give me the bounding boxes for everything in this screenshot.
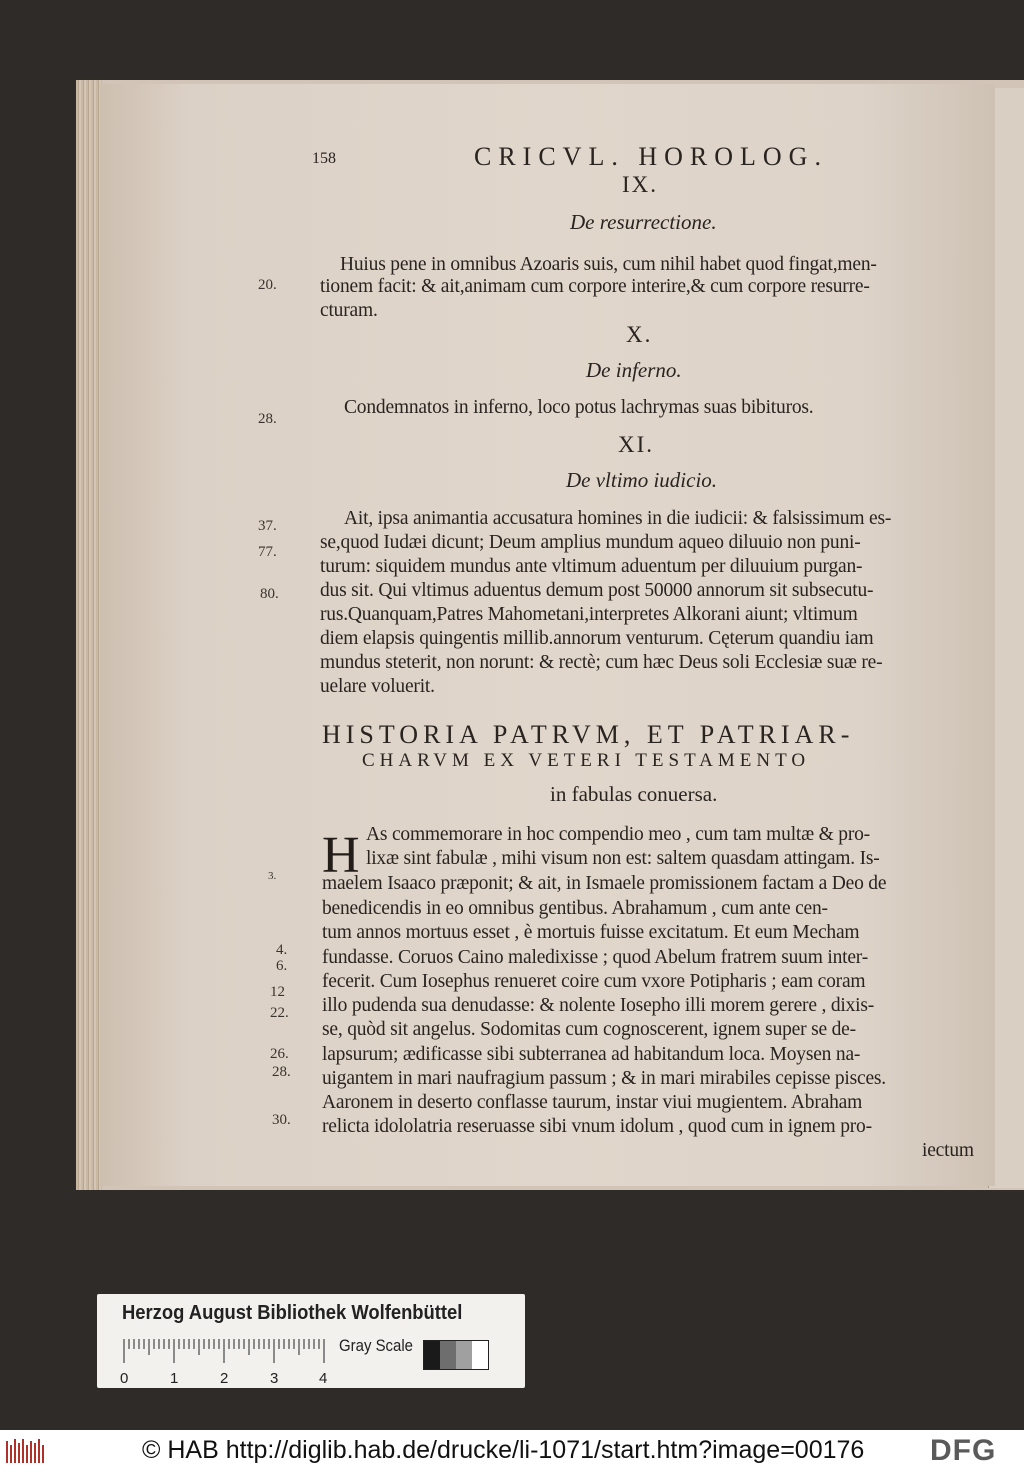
text-line: se,quod Iudæi dicunt; Deum amplius mundum aqueo diluuio non puni- <box>320 532 861 553</box>
text-line: mundus steterit, non norunt: & rectè; cum hæc Deus soli Ecclesiæ suæ re- <box>320 652 883 673</box>
text-line: se, quòd sit angelus. Sodomitas cum cognoscerent, ignem super se de- <box>322 1019 856 1040</box>
section-numeral: X. <box>626 322 653 347</box>
text-line: diem elapsis quingentis millib.annorum venturum. Cęterum quandiu iam <box>320 628 874 649</box>
margin-number: 77. <box>258 544 277 560</box>
text-line: Huius pene in omnibus Azoaris suis, cum nihil habet quod fingat,men- <box>340 254 877 275</box>
margin-number: 26. <box>270 1046 289 1062</box>
margin-number: 12 <box>270 984 285 1000</box>
running-head: CRICVL. HOROLOG. <box>474 142 828 171</box>
text-line: maelem Isaaco præponit; & ait, in Ismaele promissionem factam a Deo de <box>322 873 887 894</box>
gray-patch <box>456 1341 472 1369</box>
text-line: tum annos mortuus esset , è mortuis fuisse excitatum. Et eum Mecham <box>322 922 860 943</box>
margin-number: 6. <box>276 958 288 974</box>
gray-patch <box>472 1341 488 1369</box>
text-line: turum: siquidem mundus ante vltimum aduentum per diluuium purgan- <box>320 556 863 577</box>
section-numeral: XI. <box>618 432 655 457</box>
ruler-number: 2 <box>220 1370 229 1387</box>
margin-number: 22. <box>270 1005 289 1021</box>
history-heading-3: in fabulas conuersa. <box>550 782 718 806</box>
section-numeral: IX. <box>622 172 659 197</box>
margin-number: 20. <box>258 277 277 293</box>
page-edges <box>76 80 102 1190</box>
page-number: 158 <box>312 150 336 167</box>
ruler-number: 1 <box>170 1370 179 1387</box>
text-line: Ait, ipsa animantia accusatura homines in die iudicii: & falsissimum es- <box>344 508 892 529</box>
text-line: fecerit. Cum Iosephus renueret coire cum vxore Potipharis ; eam coram <box>322 971 866 992</box>
text-line: tionem facit: & ait,animam cum corpore interire,& cum corpore resurre- <box>320 276 870 297</box>
text-line: Condemnatos in inferno, loco potus lachrymas suas bibituros. <box>344 397 814 418</box>
text-line: cturam. <box>320 300 378 321</box>
card-title: Herzog August Bibliothek Wolfenbüttel <box>122 1302 463 1324</box>
text-line: lapsurum; ædificasse sibi subterranea ad habitandum loca. Moysen na- <box>322 1044 861 1065</box>
history-heading-2: CHARVM EX VETERI TESTAMENTO <box>362 750 811 771</box>
ruler-number: 4 <box>319 1370 328 1387</box>
gray-scale-swatch <box>423 1340 489 1370</box>
text-line: uigantem in mari naufragium passum ; & in mari mirabiles cepisse pisces. <box>322 1068 886 1089</box>
margin-number: 3. <box>268 870 277 882</box>
text-line: lixæ sint fabulæ , mihi visum non est: saltem quasdam attingam. Is- <box>366 848 880 869</box>
text-line: fundasse. Coruos Caino maledixisse ; quod Abelum fratrem suum inter- <box>322 947 868 968</box>
history-heading-1: HISTORIA PATRVM, ET PATRIAR- <box>322 720 855 749</box>
text-line: dus sit. Qui vltimus aduentus demum post 50000 annorum sit subsecutu- <box>320 580 874 601</box>
gray-patch <box>440 1341 456 1369</box>
margin-number: 4. <box>276 942 288 958</box>
section-title: De resurrectione. <box>570 210 717 234</box>
gray-patch <box>424 1341 440 1369</box>
text-line: rus.Quanquam,Patres Mahometani,interpretes Alkorani aiunt; vltimum <box>320 604 858 625</box>
margin-number: 30. <box>272 1112 291 1128</box>
ruler-scale <box>123 1337 327 1365</box>
ruler-number: 3 <box>270 1370 279 1387</box>
text-line: uelare voluerit. <box>320 676 435 697</box>
dfg-logo: DFG <box>930 1434 997 1467</box>
text-line: iectum <box>922 1140 974 1161</box>
section-title: De vltimo iudicio. <box>566 468 718 492</box>
copyright-url: © HAB http://diglib.hab.de/drucke/li-1071/start.htm?image=00176 <box>142 1436 865 1464</box>
text-line: As commemorare in hoc compendio meo , cum tam multæ & pro- <box>366 824 870 845</box>
text-line: benedicendis in eo omnibus gentibus. Abrahamum , cum ante cen- <box>322 898 828 919</box>
drop-cap: H <box>322 827 360 884</box>
margin-number: 80. <box>260 586 279 602</box>
ruler-number: 0 <box>120 1370 129 1387</box>
text-line: Aaronem in deserto conflasse taurum, instar viui mugientem. Abraham <box>322 1092 863 1113</box>
margin-number: 28. <box>258 411 277 427</box>
hab-logo-icon <box>6 1437 46 1465</box>
margin-number: 28. <box>272 1064 291 1080</box>
section-title: De inferno. <box>586 358 682 382</box>
margin-number: 37. <box>258 518 277 534</box>
gray-scale-label: Gray Scale <box>339 1336 414 1355</box>
text-line: illo pudenda sua denudasse: & nolente Iosepho illi morem gerere , dixis- <box>322 995 875 1016</box>
text-line: relicta idololatria reseruasse sibi vnum idolum , quod cum in ignem pro- <box>322 1116 872 1137</box>
